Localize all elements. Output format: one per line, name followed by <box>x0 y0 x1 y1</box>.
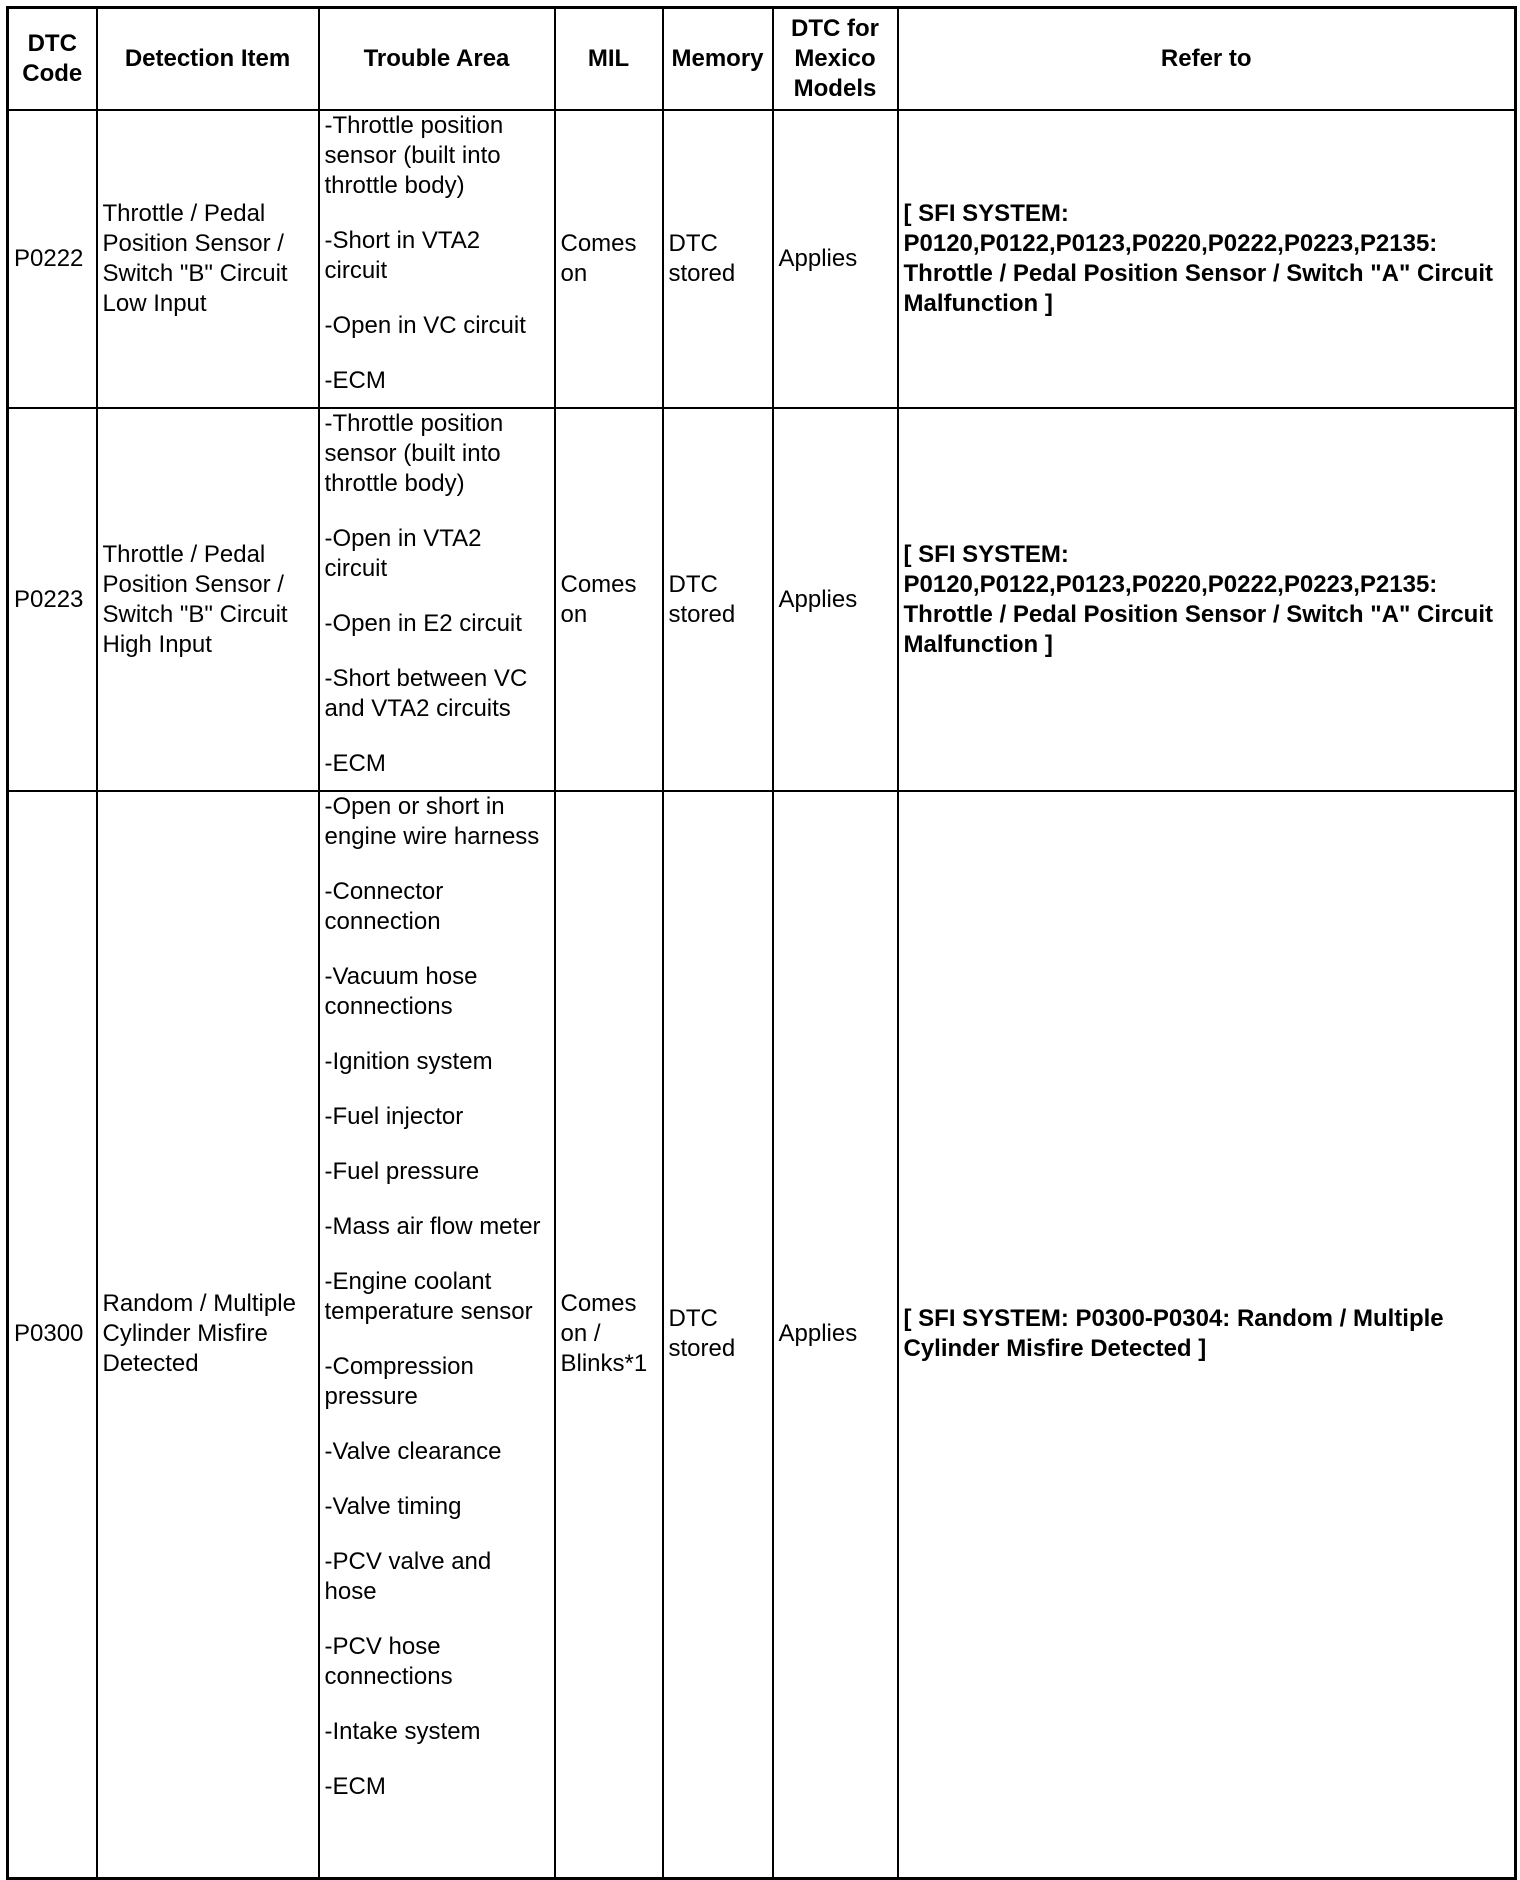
memory-cell: DTC stored <box>663 110 773 408</box>
trouble-item: -Compression pressure <box>324 1353 474 1410</box>
dtc-code-cell: P0223 <box>8 408 97 791</box>
trouble-item: -Fuel injector <box>324 1103 464 1130</box>
detection-item-cell: Throttle / Pedal Position Sensor / Switch "B" Circuit High Input <box>97 408 319 791</box>
trouble-area-cell <box>319 408 555 791</box>
trouble-item: -Connector connection <box>324 878 444 935</box>
trouble-item: -Valve clearance <box>324 1438 502 1465</box>
detection-item-cell: Random / Multiple Cylinder Misfire Detected <box>97 791 319 1878</box>
memory-cell: DTC stored <box>663 791 773 1878</box>
trouble-item: -Open or short in engine wire harness <box>324 793 540 850</box>
table-row <box>8 408 1516 791</box>
trouble-item: -Throttle position sensor (built into throttle body) <box>324 112 504 199</box>
trouble-item: -Valve timing <box>324 1493 462 1520</box>
trouble-item: -Short between VC and VTA2 circuits <box>324 665 528 722</box>
refer-to-link[interactable]: [ SFI SYSTEM: P0300-P0304: Random / Multiple Cylinder Misfire Detected ] <box>898 791 1516 1878</box>
trouble-item: -Engine coolant temperature sensor <box>324 1268 533 1325</box>
header-row <box>8 8 1516 111</box>
trouble-area-cell <box>319 791 555 1878</box>
mexico-cell: Applies <box>773 408 898 791</box>
header-detection-item: Detection Item <box>97 8 319 111</box>
mil-cell: Comes on <box>555 110 663 408</box>
header-mil: MIL <box>555 8 663 111</box>
table-row <box>8 110 1516 408</box>
mil-cell: Comes on / Blinks*1 <box>555 791 663 1878</box>
header-memory: Memory <box>663 8 773 111</box>
trouble-item: -ECM <box>324 1773 386 1800</box>
trouble-item: -Open in VC circuit <box>324 312 526 339</box>
trouble-item: -Fuel pressure <box>324 1158 480 1185</box>
trouble-item: -PCV valve and hose <box>324 1548 492 1605</box>
table-row <box>8 791 1516 1878</box>
trouble-item: -Throttle position sensor (built into throttle body) <box>324 410 504 497</box>
trouble-item: -Open in E2 circuit <box>324 610 522 637</box>
refer-to-link[interactable]: [ SFI SYSTEM: P0120,P0122,P0123,P0220,P0222,P0223,P2135: Throttle / Pedal Position Sensor / Switch "A" Circuit Malfunction ] <box>898 110 1516 408</box>
trouble-area-cell <box>319 110 555 408</box>
mexico-cell: Applies <box>773 110 898 408</box>
refer-to-link[interactable]: [ SFI SYSTEM: P0120,P0122,P0123,P0220,P0222,P0223,P2135: Throttle / Pedal Position Sensor / Switch "A" Circuit Malfunction ] <box>898 408 1516 791</box>
dtc-code-cell: P0300 <box>8 791 97 1878</box>
trouble-item: -Ignition system <box>324 1048 493 1075</box>
trouble-item: -ECM <box>324 750 386 777</box>
trouble-item: -PCV hose connections <box>324 1633 453 1690</box>
mexico-cell: Applies <box>773 791 898 1878</box>
trouble-item: -Short in VTA2 circuit <box>324 227 481 284</box>
trouble-item: -Open in VTA2 circuit <box>324 525 482 582</box>
trouble-item: -Mass air flow meter <box>324 1213 541 1240</box>
trouble-item: -Vacuum hose connections <box>324 963 478 1020</box>
trouble-item: -ECM <box>324 367 386 394</box>
header-refer-to: Refer to <box>898 8 1516 111</box>
dtc-table <box>6 6 1517 1880</box>
mil-cell: Comes on <box>555 408 663 791</box>
header-mexico: DTC for Mexico Models <box>773 8 898 111</box>
dtc-code-cell: P0222 <box>8 110 97 408</box>
header-trouble-area: Trouble Area <box>319 8 555 111</box>
header-dtc-code: DTC Code <box>8 8 97 111</box>
memory-cell: DTC stored <box>663 408 773 791</box>
detection-item-cell: Throttle / Pedal Position Sensor / Switch "B" Circuit Low Input <box>97 110 319 408</box>
trouble-item: -Intake system <box>324 1718 481 1745</box>
